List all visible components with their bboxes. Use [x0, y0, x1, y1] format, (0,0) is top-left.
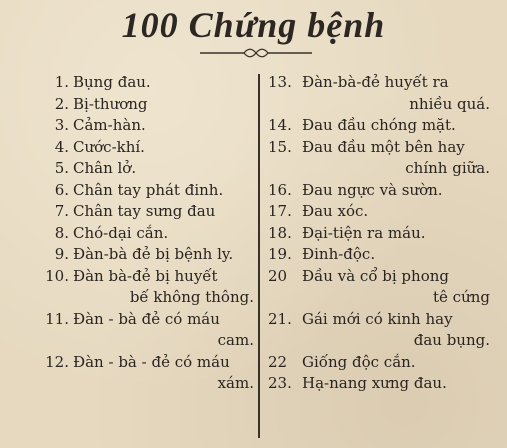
item-number: 20 [268, 266, 288, 285]
page-title: 100 Chứng bệnh [121, 5, 386, 45]
list-item-line [30, 266, 254, 288]
list-item [30, 137, 254, 159]
list-item [268, 244, 490, 266]
item-text: Đàn-bà đẻ bị bệnh ly. [73, 245, 234, 263]
item-continuation: chính giữa. [405, 159, 490, 177]
right-column [268, 72, 490, 395]
list-item-line [268, 72, 490, 94]
left-column [30, 72, 254, 395]
item-number: 2. [54, 94, 69, 113]
item-number: 19. [268, 245, 292, 263]
list-item [30, 223, 254, 245]
item-text: Chó-dại cắn. [73, 223, 169, 242]
item-text: Đầu và cổ bị phong [302, 266, 449, 285]
list-item [30, 244, 254, 266]
list-item [268, 223, 490, 245]
list-item-line [30, 180, 254, 202]
list-item-line [30, 137, 254, 159]
item-text: Hạ-nang xưng đau. [302, 374, 447, 392]
item-text: Chân tay sưng đau [73, 202, 216, 220]
item-number: 12. [45, 352, 69, 371]
item-continuation: nhiều quá. [409, 94, 490, 113]
item-number: 6. [54, 180, 69, 199]
list-item-line [30, 115, 254, 137]
list-item-line [268, 266, 490, 288]
list-item-line [268, 180, 490, 202]
list-item-line [30, 352, 254, 374]
list-item-line [268, 201, 490, 223]
item-text: Đàn-bà-đẻ huyết ra [302, 73, 449, 91]
item-text: Đàn bà-đẻ bị huyết [73, 266, 218, 285]
list-item-line [30, 201, 254, 223]
item-text: Đau xóc. [302, 202, 369, 220]
item-text: Bụng đau. [73, 73, 151, 91]
list-item [30, 72, 254, 94]
item-number: 8. [54, 223, 69, 242]
list-item [268, 373, 490, 395]
list-item [268, 180, 490, 202]
list-item [268, 137, 490, 180]
divider-ornament [200, 46, 312, 60]
item-text: Cước-khí. [73, 137, 145, 156]
item-continuation: bế không thông. [129, 288, 254, 306]
list-item [268, 72, 490, 115]
item-number: 15. [268, 137, 292, 156]
item-continuation: xám. [217, 374, 254, 392]
item-text: Đàn - bà đẻ có máu [73, 309, 220, 328]
list-item [268, 309, 490, 352]
column-divider [258, 74, 260, 438]
list-item-line [30, 158, 254, 180]
item-text: Cảm-hàn. [73, 116, 146, 134]
item-number: 7. [54, 202, 69, 220]
item-text: Đại-tiện ra máu. [302, 223, 426, 242]
list-item-line [268, 244, 490, 266]
item-number: 5. [54, 159, 69, 177]
list-item-line [30, 309, 254, 331]
list-item [30, 352, 254, 395]
list-item-line [30, 244, 254, 266]
list-item-line [268, 137, 490, 159]
list-item-line [30, 223, 254, 245]
list-item-line [268, 309, 490, 331]
item-continuation: tê cứng [433, 288, 490, 306]
item-number: 21. [268, 309, 292, 328]
item-number: 1. [54, 73, 69, 91]
item-text: Đau đầu một bên hay [302, 137, 465, 156]
item-number: 18. [268, 223, 292, 242]
list-item [268, 201, 490, 223]
item-number: 13. [268, 73, 292, 91]
list-item-line [30, 72, 254, 94]
item-number: 9. [54, 245, 69, 263]
list-item [30, 266, 254, 309]
list-item [30, 309, 254, 352]
item-continuation: cam. [217, 331, 254, 349]
list-item [30, 180, 254, 202]
list-item-line [30, 94, 254, 116]
item-number: 10. [45, 266, 69, 285]
item-number: 22 [268, 352, 288, 371]
list-item-line [268, 352, 490, 374]
list-item-line [268, 373, 490, 395]
item-number: 14. [268, 116, 292, 134]
item-text: Đinh-độc. [302, 245, 376, 263]
list-item [30, 94, 254, 116]
item-number: 3. [54, 116, 69, 134]
item-text: Chân lở. [73, 159, 137, 177]
list-item [30, 115, 254, 137]
list-item [268, 266, 490, 309]
list-item-line [268, 115, 490, 137]
item-number: 17. [268, 202, 292, 220]
item-number: 16. [268, 180, 292, 199]
item-text: Đau đầu chóng mặt. [302, 116, 456, 134]
list-item [268, 352, 490, 374]
list-item [30, 158, 254, 180]
item-number: 23. [268, 374, 292, 392]
item-text: Bị-thương [73, 94, 148, 113]
item-text: Đàn - bà - đẻ có máu [73, 352, 230, 371]
item-text: Chân tay phát đinh. [73, 180, 224, 199]
item-text: Giống độc cắn. [302, 352, 416, 371]
item-text: Đau ngực và sườn. [302, 180, 443, 199]
item-continuation: đau bụng. [413, 331, 490, 349]
item-text: Gái mới có kinh hay [302, 309, 453, 328]
list-item-line [268, 223, 490, 245]
list-item [268, 115, 490, 137]
item-number: 4. [54, 137, 69, 156]
list-item [30, 201, 254, 223]
item-number: 11. [45, 309, 69, 328]
